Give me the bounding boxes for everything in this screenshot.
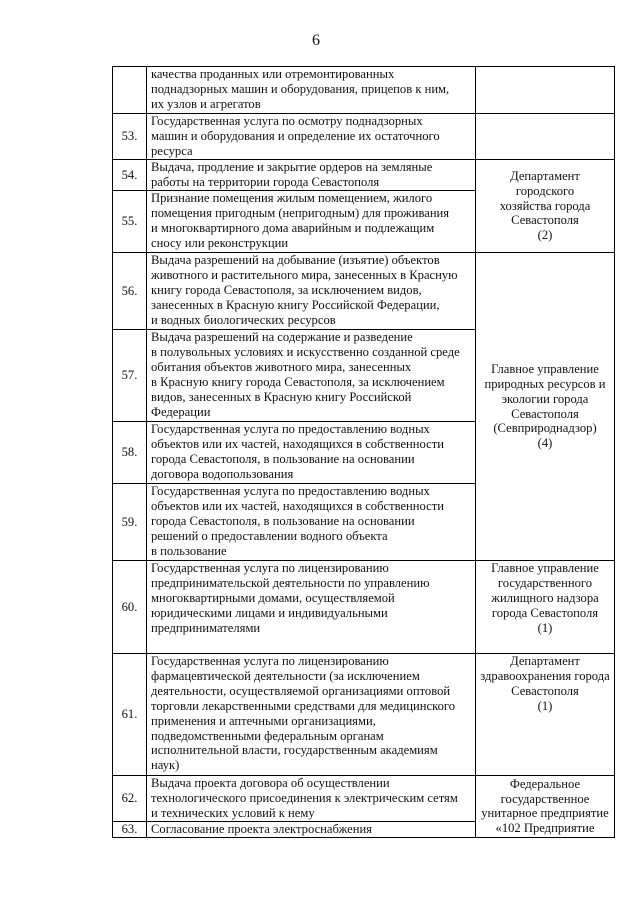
services-table — [112, 66, 615, 838]
row-number: 54. — [113, 160, 147, 191]
org-federal-enterprise: Федеральное государственное унитарное предприятие «102 Предприятие — [476, 776, 615, 838]
service-description: Признание помещения жилым помещением, жилого помещения пригодным (непригодным) для проживания и многоквартирного дома аварийным и подлежащим сносу или реконструкции — [147, 191, 476, 253]
row-number — [113, 67, 147, 114]
service-description: Выдача проекта договора об осуществлении технологического присоединения к электрическим сетям и технических условий к нему — [147, 776, 476, 822]
service-description: Государственная услуга по лицензированию предпринимательской деятельности по управлению многоквартирными домами, осуществляемой юридическими лицами и индивидуальными предпринимателями — [147, 561, 476, 654]
row-number: 57. — [113, 330, 147, 422]
service-description: Государственная услуга по лицензированию фармацевтической деятельности (за исключением деятельности, осуществляемой организациями оптовой торговли лекарственными средствами для медицинского применения и аптечными организациями, подведомственными федеральным органам исполнительной власти, государственным академиям наук) — [147, 654, 476, 776]
row-number: 61. — [113, 654, 147, 776]
org-housing-department: Департамент городского хозяйства города Севастополя (2) — [476, 160, 615, 253]
row-number: 56. — [113, 253, 147, 330]
service-description: Государственная услуга по предоставлению водных объектов или их частей, находящихся в собственности города Севастополя, в пользование на основании договора водопользования — [147, 422, 476, 484]
table-row — [113, 160, 615, 191]
service-description: Согласование проекта электроснабжения — [147, 822, 476, 838]
table-row — [113, 776, 615, 822]
row-number: 55. — [113, 191, 147, 253]
service-description: Выдача разрешений на содержание и разведение в полувольных условиях и искусственно созданной среде обитания объектов животного мира, занесенных в Красную книгу города Севастополя, за исключением видов, занесенных в Красную книгу Российской Федерации — [147, 330, 476, 422]
service-description: Государственная услуга по предоставлению водных объектов или их частей, находящихся в собственности города Севастополя, в пользование на основании решений о предоставлении водного объекта в пользование — [147, 484, 476, 561]
table-row — [113, 654, 615, 776]
service-description: качества проданных или отремонтированных поднадзорных машин и оборудования, прицепов к ним, их узлов и агрегатов — [147, 67, 476, 114]
table-row — [113, 67, 615, 114]
row-number: 63. — [113, 822, 147, 838]
service-description: Выдача разрешений на добывание (изъятие) объектов животного и растительного мира, занесенных в Красную книгу города Севастополя, за исключением видов, занесенных в Красную книгу Российской Федерации, и водных биологических ресурсов — [147, 253, 476, 330]
row-number: 58. — [113, 422, 147, 484]
org-nature-department: Главное управление природных ресурсов и экологии города Севастополя (Севприроднадзор) (4) — [476, 253, 615, 561]
row-number: 60. — [113, 561, 147, 654]
table-row — [113, 561, 615, 654]
table-row — [113, 114, 615, 160]
org-health-department: Департамент здравоохранения города Севастополя (1) — [476, 654, 615, 776]
table-row — [113, 253, 615, 330]
service-description: Государственная услуга по осмотру поднадзорных машин и оборудования и определение их остаточного ресурса — [147, 114, 476, 160]
page-number: 6 — [312, 32, 320, 49]
row-number: 59. — [113, 484, 147, 561]
org-cell-empty — [476, 67, 615, 114]
row-number: 53. — [113, 114, 147, 160]
org-housing-supervision: Главное управление государственного жилищного надзора города Севастополя (1) — [476, 561, 615, 654]
row-number: 62. — [113, 776, 147, 822]
org-cell-empty — [476, 114, 615, 160]
service-description: Выдача, продление и закрытие ордеров на земляные работы на территории города Севастополя — [147, 160, 476, 191]
